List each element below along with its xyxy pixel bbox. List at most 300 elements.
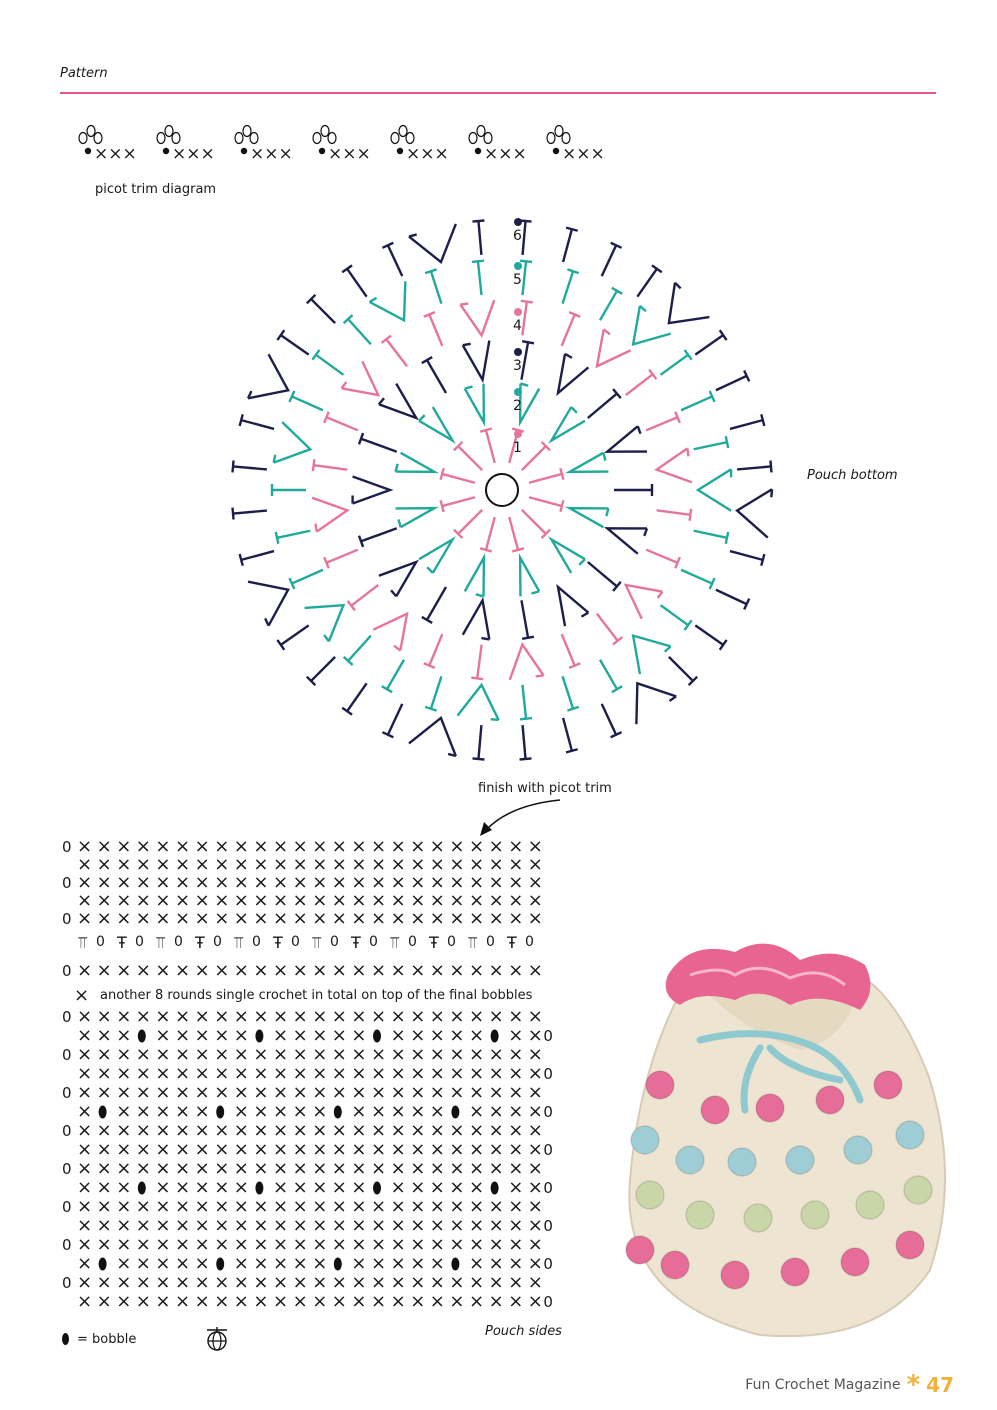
single-crochet: × [390,1272,406,1293]
single-crochet: × [371,1196,387,1217]
single-crochet: × [390,1177,406,1198]
single-crochet: × [194,1272,210,1293]
single-crochet: × [96,1272,112,1293]
single-crochet: × [469,1234,485,1255]
single-crochet: × [390,908,406,929]
single-crochet: × [508,1291,524,1312]
single-crochet: × [135,1215,151,1236]
single-crochet: × [449,1082,465,1103]
single-crochet: × [488,1139,504,1160]
single-crochet: × [135,908,151,929]
single-crochet: × [77,1044,93,1065]
chain-symbol: 0 [486,934,495,950]
single-crochet: × [135,1234,151,1255]
single-crochet: × [116,872,132,893]
single-crochet: × [233,1234,249,1255]
single-crochet: × [508,1158,524,1179]
single-crochet: × [214,1196,230,1217]
single-crochet: × [449,1063,465,1084]
single-crochet: × [116,1196,132,1217]
single-crochet: × [488,1044,504,1065]
single-crochet: × [508,1044,524,1065]
bobble [626,1236,654,1264]
single-crochet: × [527,908,543,929]
single-crochet: × [449,1196,465,1217]
single-crochet: × [155,1196,171,1217]
single-crochet: × [194,1215,210,1236]
single-crochet: × [233,1101,249,1122]
single-crochet: × [469,854,485,875]
single-crochet: × [175,1006,191,1027]
single-crochet: × [135,1158,151,1179]
single-crochet: × [155,1025,171,1046]
round-label-3: 3 [513,358,522,374]
single-crochet: × [194,854,210,875]
globe-logo-icon [204,1324,230,1354]
single-crochet: × [273,854,289,875]
single-crochet: × [312,1044,328,1065]
single-crochet: × [135,1272,151,1293]
magazine-title: Fun Crochet Magazine [745,1377,901,1393]
single-crochet: × [116,960,132,981]
single-crochet: × [96,836,112,857]
single-crochet: × [135,1139,151,1160]
double-crochet: ⫪ [312,933,322,952]
single-crochet: × [155,1139,171,1160]
single-crochet: × [527,1158,543,1179]
single-crochet: × [292,1272,308,1293]
single-crochet: × [175,908,191,929]
single-crochet: × [331,1177,347,1198]
single-crochet: × [155,1044,171,1065]
single-crochet: × [233,854,249,875]
chain-symbol: 0 [543,1141,553,1159]
single-crochet: × [194,1120,210,1141]
single-crochet: × [449,890,465,911]
single-crochet: × [273,1158,289,1179]
single-crochet: × [292,836,308,857]
single-crochet: × [429,1196,445,1217]
single-crochet: × [194,1158,210,1179]
single-crochet: × [351,1139,367,1160]
chain-symbol: 0 [543,1217,553,1235]
single-crochet: × [508,872,524,893]
single-crochet: × [253,1063,269,1084]
single-crochet: × [155,1234,171,1255]
single-crochet: × [410,1063,426,1084]
single-crochet: × [390,1120,406,1141]
single-crochet: × [429,1044,445,1065]
single-crochet: × [155,854,171,875]
bobble [701,1096,729,1124]
single-crochet: × [273,1025,289,1046]
single-crochet: × [390,872,406,893]
single-crochet: × [429,854,445,875]
single-crochet: × [253,1082,269,1103]
bobble [896,1231,924,1259]
single-crochet: × [77,1025,93,1046]
single-crochet: × [96,872,112,893]
single-crochet: × [429,1177,445,1198]
single-crochet: × [273,836,289,857]
double-crochet: ⫪ [78,933,88,952]
single-crochet: × [273,1177,289,1198]
single-crochet: × [194,1025,210,1046]
single-crochet: × [77,1291,93,1312]
single-crochet: × [469,1006,485,1027]
round-label-5: 5 [513,272,522,288]
single-crochet: × [312,872,328,893]
single-crochet: × [292,1234,308,1255]
single-crochet: × [292,1177,308,1198]
single-crochet: × [194,1253,210,1274]
chain-symbol: 0 [543,1065,553,1083]
single-crochet: × [292,1196,308,1217]
bobble [786,1146,814,1174]
single-crochet: × [175,854,191,875]
double-crochet: ⫪ [156,933,166,952]
bobble [636,1181,664,1209]
single-crochet: × [175,1272,191,1293]
single-crochet: × [410,1177,426,1198]
single-crochet: × [175,1253,191,1274]
single-crochet: × [312,908,328,929]
single-crochet: × [371,1101,387,1122]
single-crochet: × [351,1177,367,1198]
single-crochet: × [331,836,347,857]
single-crochet: × [331,890,347,911]
single-crochet: × [96,1291,112,1312]
single-crochet: × [116,1044,132,1065]
single-crochet: × [429,1253,445,1274]
single-crochet: × [116,854,132,875]
single-crochet: × [155,836,171,857]
single-crochet: × [527,872,543,893]
single-crochet: × [371,854,387,875]
single-crochet: × [175,1063,191,1084]
single-crochet: × [410,1272,426,1293]
single-crochet: × [527,1006,543,1027]
single-crochet: × [390,1234,406,1255]
single-crochet: × [116,1101,132,1122]
single-crochet: × [116,1272,132,1293]
single-crochet: × [410,1234,426,1255]
single-crochet: × [116,1291,132,1312]
single-crochet: × [410,1120,426,1141]
single-crochet: × [214,1139,230,1160]
single-crochet: × [253,1101,269,1122]
single-crochet: × [429,1063,445,1084]
single-crochet: × [214,908,230,929]
single-crochet: × [96,890,112,911]
single-crochet-marks: ××× [406,144,449,164]
round-label-4: 4 [513,318,522,334]
single-crochet: × [312,1025,328,1046]
single-crochet: × [469,1063,485,1084]
single-crochet: × [410,1196,426,1217]
single-crochet: × [233,1120,249,1141]
single-crochet: × [527,1234,543,1255]
single-crochet: × [488,1234,504,1255]
single-crochet: × [410,1025,426,1046]
single-crochet: × [135,1101,151,1122]
single-crochet: × [429,836,445,857]
single-crochet: × [508,836,524,857]
chain-symbol: 0 [543,1103,553,1121]
single-crochet: × [331,1025,347,1046]
single-crochet: × [135,1082,151,1103]
single-crochet: × [253,1158,269,1179]
single-crochet: × [390,1006,406,1027]
single-crochet: × [371,890,387,911]
chain-symbol: 0 [291,934,300,950]
single-crochet: × [331,1291,347,1312]
single-crochet: × [312,1139,328,1160]
single-crochet: × [135,1253,151,1274]
single-crochet: × [273,908,289,929]
single-crochet: × [214,1177,230,1198]
picot-trim-caption: picot trim diagram [95,182,217,197]
section-label: Pattern [60,66,108,81]
single-crochet: × [116,1120,132,1141]
single-crochet: × [508,1215,524,1236]
single-crochet: × [194,1063,210,1084]
single-crochet: × [292,908,308,929]
single-crochet: × [155,1082,171,1103]
single-crochet: × [135,890,151,911]
single-crochet: × [351,1291,367,1312]
single-crochet: × [508,1272,524,1293]
single-crochet: × [371,1234,387,1255]
single-crochet: × [508,1253,524,1274]
single-crochet: × [390,1063,406,1084]
single-crochet: × [175,1025,191,1046]
single-crochet: × [96,1177,112,1198]
single-crochet: × [351,1234,367,1255]
single-crochet: × [253,1139,269,1160]
single-crochet: × [527,1272,543,1293]
single-crochet: × [116,908,132,929]
single-crochet: × [390,960,406,981]
single-crochet: × [292,890,308,911]
single-crochet: × [488,908,504,929]
bobble [841,1248,869,1276]
single-crochet: × [233,1272,249,1293]
single-crochet: × [488,1272,504,1293]
single-crochet: × [77,1063,93,1084]
single-crochet: × [155,890,171,911]
single-crochet: × [469,1272,485,1293]
bobble [661,1251,689,1279]
single-crochet: × [371,1215,387,1236]
single-crochet: × [508,1006,524,1027]
single-crochet: × [331,1158,347,1179]
single-crochet: × [135,1044,151,1065]
single-crochet: × [273,1272,289,1293]
legend [62,1324,230,1354]
single-crochet: × [292,1101,308,1122]
single-crochet: × [96,1006,112,1027]
single-crochet: × [488,1063,504,1084]
single-crochet: × [371,1291,387,1312]
chain-symbol: 0 [174,934,183,950]
single-crochet: × [331,1063,347,1084]
single-crochet: × [155,1272,171,1293]
single-crochet: × [351,1158,367,1179]
single-crochet: × [429,1120,445,1141]
single-crochet: × [233,908,249,929]
single-crochet: × [390,1158,406,1179]
single-crochet: × [390,1253,406,1274]
single-crochet: × [331,1196,347,1217]
single-crochet: × [96,1063,112,1084]
single-crochet: × [527,1139,543,1160]
single-crochet: × [155,1120,171,1141]
single-crochet: × [253,1272,269,1293]
single-crochet: × [273,890,289,911]
single-crochet: × [292,854,308,875]
single-crochet: × [351,1215,367,1236]
single-crochet: × [331,1139,347,1160]
single-crochet: × [292,1215,308,1236]
single-crochet: × [351,872,367,893]
single-crochet: × [488,854,504,875]
chain-symbol: 0 [213,934,222,950]
single-crochet: × [116,1158,132,1179]
single-crochet: × [77,836,93,857]
single-crochet: × [175,836,191,857]
single-crochet: × [449,1291,465,1312]
double-crochet: ⫪ [468,933,478,952]
single-crochet: × [429,1234,445,1255]
single-crochet: × [371,1139,387,1160]
single-crochet: × [116,836,132,857]
single-crochet: × [371,1253,387,1274]
single-crochet: × [410,1044,426,1065]
single-crochet: × [116,1063,132,1084]
single-crochet: × [488,836,504,857]
single-crochet: × [449,1120,465,1141]
single-crochet: × [175,1139,191,1160]
single-crochet: × [194,1044,210,1065]
single-crochet: × [96,960,112,981]
single-crochet: × [273,1082,289,1103]
single-crochet: × [371,836,387,857]
single-crochet: × [253,1006,269,1027]
single-crochet: × [429,1082,445,1103]
single-crochet: × [351,1063,367,1084]
single-crochet: × [488,872,504,893]
single-crochet: × [508,908,524,929]
chain-symbol: 0 [252,934,261,950]
single-crochet: × [371,1063,387,1084]
single-crochet: × [390,836,406,857]
single-crochet: × [527,890,543,911]
double-crochet: ⫪ [234,933,244,952]
single-crochet: × [273,1196,289,1217]
double-crochet: Ŧ [195,933,205,952]
single-crochet: × [390,1101,406,1122]
chain-symbol: 0 [330,934,339,950]
single-crochet: × [214,1272,230,1293]
single-crochet: × [508,1101,524,1122]
single-crochet: × [233,890,249,911]
single-crochet: × [175,890,191,911]
single-crochet: × [449,854,465,875]
single-crochet: × [371,1158,387,1179]
single-crochet: × [429,1025,445,1046]
single-crochet: × [527,1101,543,1122]
single-crochet: × [233,1158,249,1179]
single-crochet: × [292,1006,308,1027]
single-crochet: × [155,1253,171,1274]
single-crochet: × [410,908,426,929]
single-crochet: × [194,1234,210,1255]
single-crochet: × [312,1291,328,1312]
single-crochet: × [253,1120,269,1141]
single-crochet: × [214,890,230,911]
single-crochet: × [312,1120,328,1141]
single-crochet: × [508,1025,524,1046]
single-crochet: × [351,890,367,911]
bobble [756,1094,784,1122]
single-crochet: × [273,1139,289,1160]
single-crochet: × [390,1044,406,1065]
single-crochet: × [410,1101,426,1122]
single-crochet: × [371,1120,387,1141]
single-crochet-marks: ××× [94,144,137,164]
single-crochet: × [233,1063,249,1084]
asterisk-icon: * [906,1370,921,1400]
single-crochet: × [292,1158,308,1179]
single-crochet: × [488,1158,504,1179]
single-crochet: × [214,872,230,893]
single-crochet: × [155,908,171,929]
single-crochet: × [390,1025,406,1046]
single-crochet: × [135,836,151,857]
single-crochet: × [488,1291,504,1312]
single-crochet: × [429,960,445,981]
single-crochet: × [214,1158,230,1179]
single-crochet: × [273,872,289,893]
single-crochet: × [508,960,524,981]
legend-bobble-label: = bobble [77,1331,137,1347]
chain-symbol: 0 [62,1008,72,1026]
double-crochet: Ŧ [273,933,283,952]
middle-note: another 8 rounds single crochet in total on top of the final bobbles [100,988,533,1003]
single-crochet: × [175,1234,191,1255]
single-crochet: × [96,1234,112,1255]
single-crochet: × [214,960,230,981]
single-crochet: × [312,1158,328,1179]
single-crochet: × [410,836,426,857]
single-crochet: × [469,1044,485,1065]
single-crochet: × [233,1253,249,1274]
single-crochet: × [449,1215,465,1236]
chain-symbol: 0 [369,934,378,950]
single-crochet: × [194,1101,210,1122]
single-crochet: × [527,854,543,875]
single-crochet: × [253,1044,269,1065]
single-crochet: × [469,1291,485,1312]
single-crochet: × [527,1025,543,1046]
bobble [676,1146,704,1174]
chain-symbol: 0 [62,1122,72,1140]
single-crochet: × [469,1253,485,1274]
single-crochet: × [194,1082,210,1103]
single-crochet: × [77,1177,93,1198]
single-crochet: × [273,1234,289,1255]
